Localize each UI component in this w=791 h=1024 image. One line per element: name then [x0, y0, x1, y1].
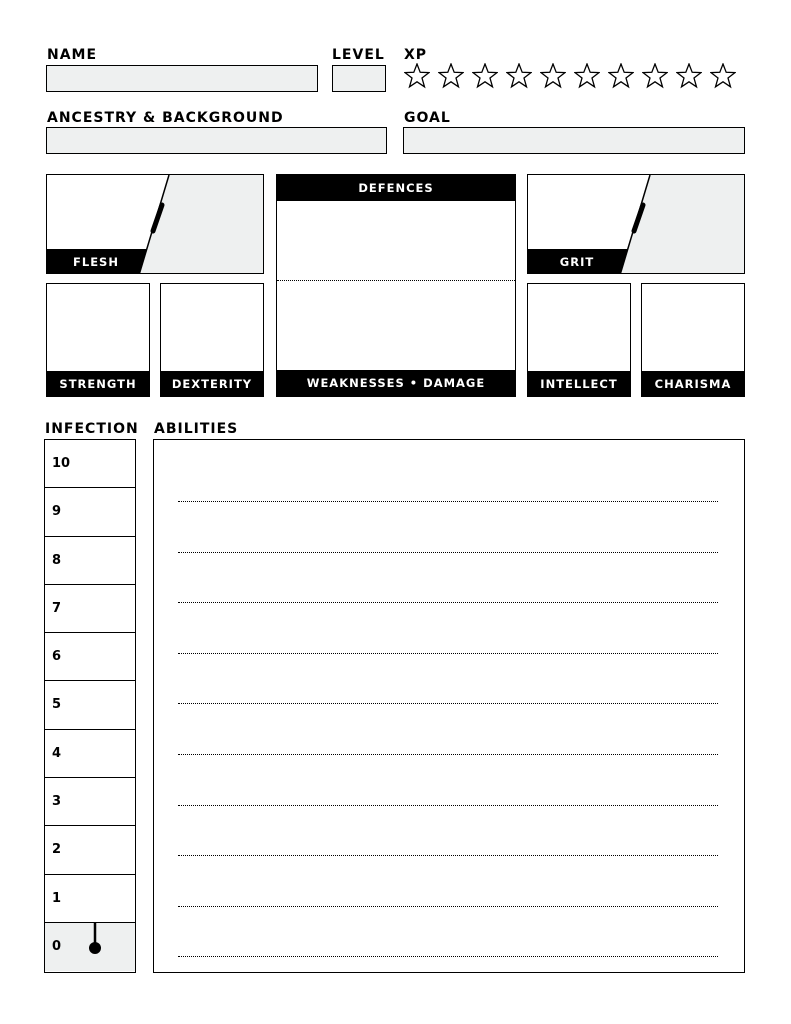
ability-line[interactable] [178, 956, 718, 957]
ancestry-background-field[interactable] [46, 127, 387, 154]
dexterity-box[interactable] [160, 283, 264, 397]
infection-level-number: 2 [52, 842, 62, 858]
infection-marker-icon [85, 923, 105, 957]
charisma-label: CHARISMA [642, 371, 744, 396]
abilities-label: ABILITIES [154, 421, 239, 437]
xp-label: XP [404, 47, 428, 63]
name-label: NAME [47, 47, 98, 63]
charisma-box[interactable] [641, 283, 745, 397]
xp-star-icon[interactable] [472, 63, 498, 89]
grit-box[interactable] [527, 174, 745, 274]
infection-level-number: 4 [52, 745, 62, 761]
infection-level-number: 5 [52, 697, 62, 713]
abilities-box[interactable] [153, 439, 745, 973]
intellect-label: INTELLECT [528, 371, 630, 396]
infection-label: INFECTION [45, 421, 139, 437]
defences-box[interactable] [276, 174, 516, 397]
infection-level-number: 3 [52, 794, 62, 810]
ancestry-background-label: ANCESTRY & BACKGROUND [47, 110, 284, 126]
infection-level-number: 7 [52, 600, 62, 616]
ability-line[interactable] [178, 805, 718, 806]
xp-star-icon[interactable] [404, 63, 430, 89]
infection-level-number: 10 [52, 456, 71, 471]
infection-cell[interactable] [45, 681, 135, 729]
infection-track [44, 439, 136, 973]
ability-line[interactable] [178, 501, 718, 502]
weaknesses-damage-label: WEAKNESSES • DAMAGE [277, 370, 515, 396]
infection-cell[interactable] [45, 440, 135, 488]
xp-star-icon[interactable] [506, 63, 532, 89]
name-field[interactable] [46, 65, 318, 92]
infection-level-number: 6 [52, 649, 62, 665]
ability-line[interactable] [178, 552, 718, 553]
goal-label: GOAL [404, 110, 451, 126]
infection-level-number: 9 [52, 504, 62, 520]
ability-line[interactable] [178, 754, 718, 755]
infection-level-number: 8 [52, 552, 62, 568]
infection-cell[interactable] [45, 730, 135, 778]
ability-line[interactable] [178, 602, 718, 603]
defences-divider [277, 280, 515, 281]
flesh-box[interactable] [46, 174, 264, 274]
xp-stars [404, 63, 736, 89]
goal-field[interactable] [403, 127, 745, 154]
infection-cell[interactable] [45, 875, 135, 923]
ability-line[interactable] [178, 855, 718, 856]
infection-cell[interactable] [45, 923, 135, 971]
infection-level-number: 1 [52, 890, 62, 906]
xp-star-icon[interactable] [710, 63, 736, 89]
infection-cell[interactable] [45, 585, 135, 633]
dexterity-label: DEXTERITY [161, 371, 263, 396]
xp-star-icon[interactable] [608, 63, 634, 89]
infection-cell[interactable] [45, 826, 135, 874]
infection-cell[interactable] [45, 778, 135, 826]
infection-cell[interactable] [45, 488, 135, 536]
ability-line[interactable] [178, 703, 718, 704]
xp-star-icon[interactable] [642, 63, 668, 89]
infection-cell[interactable] [45, 537, 135, 585]
xp-star-icon[interactable] [676, 63, 702, 89]
flesh-label: FLESH [73, 254, 119, 269]
xp-star-icon[interactable] [438, 63, 464, 89]
intellect-box[interactable] [527, 283, 631, 397]
grit-label: GRIT [559, 254, 595, 269]
infection-level-number: 0 [52, 938, 62, 954]
defences-label: DEFENCES [277, 175, 515, 201]
strength-label: STRENGTH [47, 371, 149, 396]
level-label: LEVEL [332, 47, 385, 63]
level-field[interactable] [332, 65, 386, 92]
infection-cell[interactable] [45, 633, 135, 681]
ability-line[interactable] [178, 906, 718, 907]
xp-star-icon[interactable] [574, 63, 600, 89]
ability-line[interactable] [178, 653, 718, 654]
xp-star-icon[interactable] [540, 63, 566, 89]
strength-box[interactable] [46, 283, 150, 397]
